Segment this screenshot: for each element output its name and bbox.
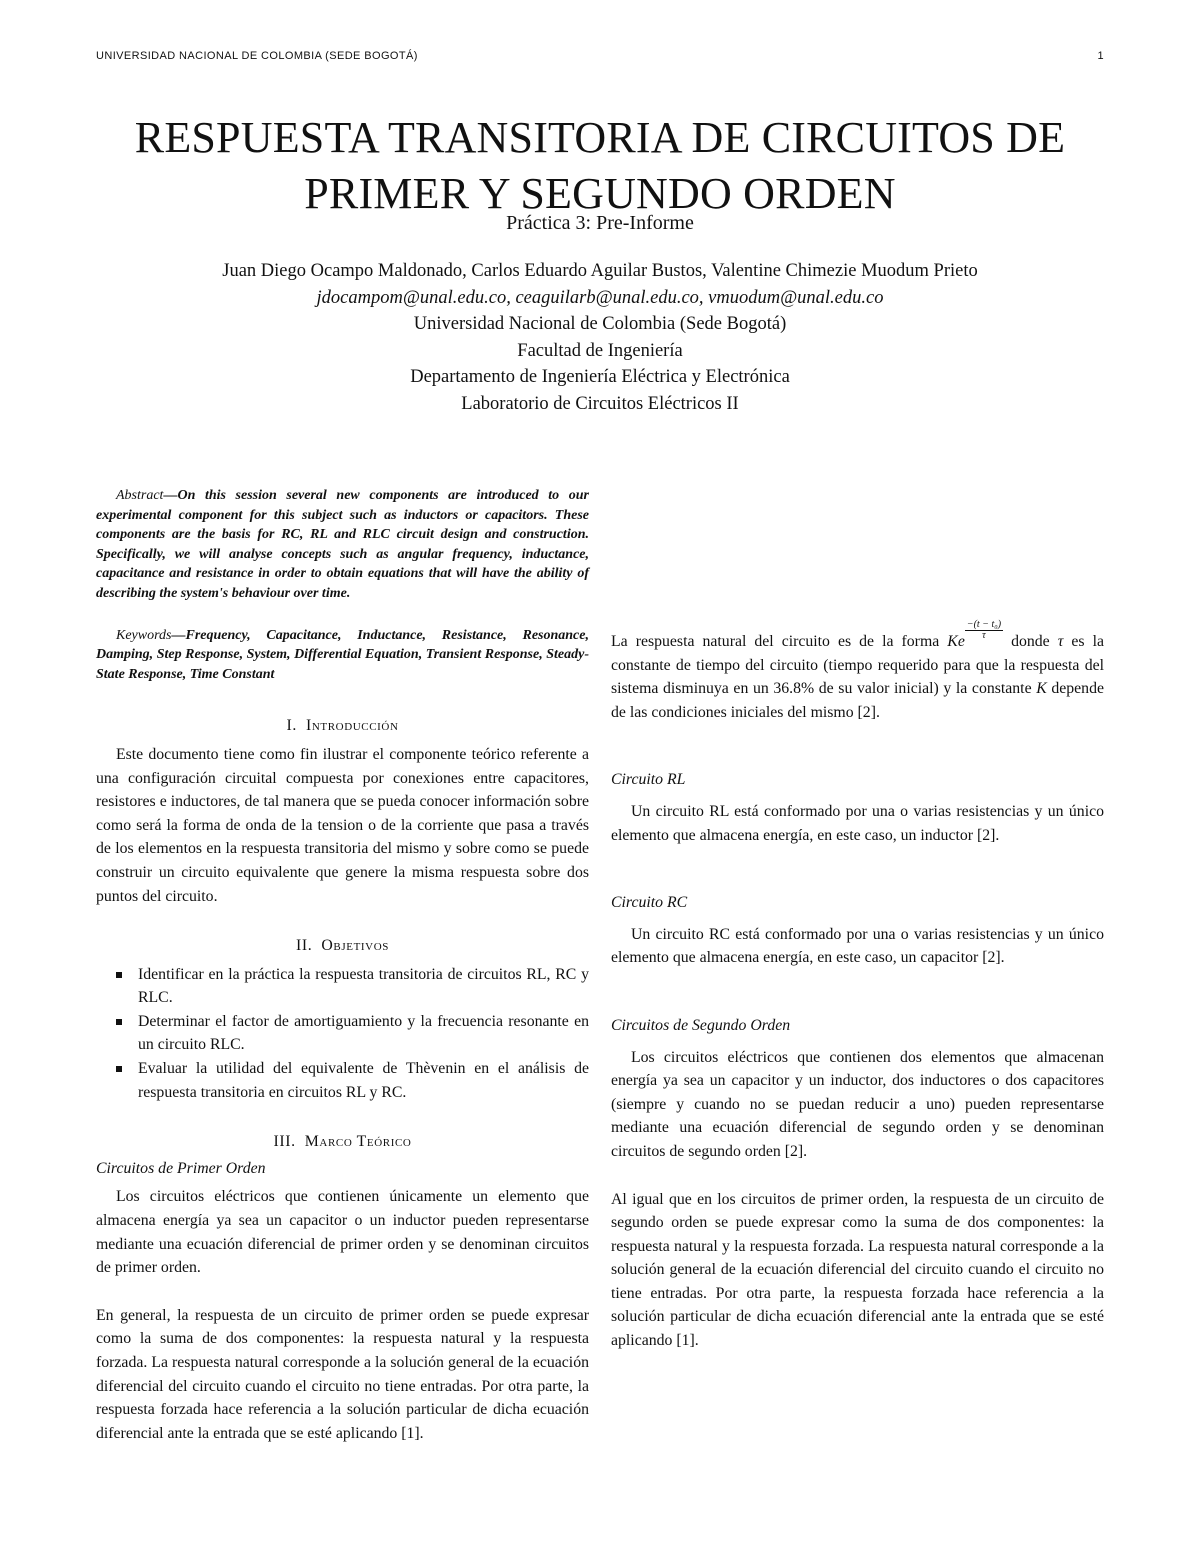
affiliation-department: Departamento de Ingeniería Eléctrica y Electrónica [410,367,790,388]
text-run: La respuesta natural del circuito es de la forma [611,633,948,650]
affiliation-lab: Laboratorio de Circuitos Eléctricos II [461,393,739,414]
affiliation-university: Universidad Nacional de Colombia (Sede Bogotá) [413,314,787,335]
section-title: Introducción [306,717,399,735]
math-tau: τ [1057,633,1064,650]
subsection-heading-rl: Circuito RL [611,771,686,789]
paper-subtitle: Práctica 3: Pre-Informe [506,212,694,234]
exponent-fraction [965,620,1003,641]
page-number: 1 [1097,50,1104,62]
math-k: K [1036,680,1047,698]
section-heading-objectives [96,934,589,958]
section-title: Marco Teórico [304,1133,412,1151]
second-order-paragraph-1: Los circuitos eléctricos que contienen dos elementos que almacenan energía ya sea un capacitor y un inductor, dos inductores o dos capacitores (siempre y cuando no se puedan reducir a uno) pueden representarse mediante una ecuación diferencial de segundo orden y se denominan circuitos de segundo orden [2]. [611,1048,1104,1160]
abstract [96,486,589,604]
intro-paragraph: Este documento tiene como fin ilustrar el componente teórico referente a una configuración circuital compuesta por conexiones entre capacitores, resistores e inductores, de tal manera que se pueda conocer información sobre como será la forma de onda de la tension o de la corriente que pasa a través de los elementos en la respuesta transitoria del mismo y sobre como se puede construir un circuito equivalente que genere la misma respuesta sobre dos puntos del circuito. [96,745,589,905]
exponent-numerator: −(t − t₀) [966,619,1002,630]
text-run: depende de las condiciones iniciales del mismo [2]. [611,680,1104,721]
paper-title: RESPUESTA TRANSITORIA DE CIRCUITOS DE PRIMER Y SEGUNDO ORDEN [134,113,1066,218]
objective-item: Evaluar la utilidad del equivalente de Thèvenin en el análisis de respuesta transitoria en circuitos RL y RC. [96,1057,589,1104]
text-run: donde [1003,633,1058,650]
running-header [96,50,1104,62]
section-heading-theory [96,1130,589,1154]
text-run: es la constante de tiempo del circuito (tiempo requerido para que la respuesta del sistema disminuya en un 36.8% de su valor inicial) y la constante [611,633,1104,698]
first-order-paragraph-1: Los circuitos eléctricos que contienen únicamente un elemento que almacena energía ya sea un capacitor o un inductor pueden representarse mediante una ecuación diferencial de primer orden y se denominan circuitos de primer orden. [96,1188,589,1277]
abstract-label: Abstract [116,488,164,503]
exponent-denominator: τ [982,630,986,641]
section-number: II. [296,937,313,955]
subsection-heading-rc: Circuito RC [611,894,688,912]
keywords-label: Keywords [116,627,172,643]
objectives-list [96,963,589,1105]
author-names: Juan Diego Ocampo Maldonado, Carlos Eduardo Aguilar Bustos, Valentine Chimezie Muodum Prieto [222,261,978,281]
section-number: III. [273,1133,296,1151]
second-order-paragraph-2: Al igual que en los circuitos de primer orden, la respuesta de un circuito de segundo orden se puede expresar como la suma de dos componentes: la respuesta natural y la respuesta forzada. La respuesta natural corresponde a la solución general de la ecuación diferencial del circuito cuando el circuito no tiene entradas. Por otra parte, la respuesta forzada hace referencia a la solución particular de dicha ecuación diferencial ante la entrada que se esté aplicando [1]. [611,1190,1104,1350]
keywords [96,626,589,685]
section-number: I. [286,717,297,735]
right-column [611,620,1104,1353]
left-column [96,486,589,1445]
natural-response-paragraph [611,620,1104,724]
abstract-text: —On this session several new components are introduced to our experimental component for this subject such as inductors or capacitors. These components are the basis for RC, RL and RLC circuit design and construction. Specifically, we will analyse concepts such as angular frequency, inductance, capacitance and resistance in order to obtain equations that will have the ability of describing the system's behaviour over time. [96,488,589,601]
math-k-e: Ke [947,633,965,650]
author-block [0,258,1200,418]
section-title: Objetivos [321,937,389,955]
objective-item: Determinar el factor de amortiguamiento y la frecuencia resonante en un circuito RLC. [96,1010,589,1057]
section-heading-intro [96,714,589,738]
subsection-heading-first-order: Circuitos de Primer Orden [96,1159,266,1177]
rl-paragraph: Un circuito RL está conformado por una o varias resistencias y un único elemento que almacena energía, en este caso, un inductor [2]. [611,802,1104,844]
first-order-paragraph-2: En general, la respuesta de un circuito de primer orden se puede expresar como la suma de dos componentes: la respuesta natural y la respuesta forzada. La respuesta natural corresponde a la solución general de la ecuación diferencial del circuito cuando el circuito no tiene entradas. Por otra parte, la respuesta forzada hace referencia a la solución particular de dicha ecuación diferencial ante la entrada que se esté aplicando [1]. [96,1306,589,1442]
subsection-heading-second-order: Circuitos de Segundo Orden [611,1016,791,1034]
affiliation-faculty: Facultad de Ingeniería [517,340,683,361]
running-title: UNIVERSIDAD NACIONAL DE COLOMBIA (SEDE BOGOTÁ) [96,50,418,62]
objective-item: Identificar en la práctica la respuesta transitoria de circuitos RL, RC y RLC. [96,963,589,1010]
keywords-text: —Frequency, Capacitance, Inductance, Resistance, Resonance, Damping, Step Response, System, Differential Equation, Transient Response, Steady-State Response, Time Constant [96,627,589,682]
rc-paragraph: Un circuito RC está conformado por una o varias resistencias y un único elemento que almacena energía, en este caso, un capacitor [2]. [611,925,1104,967]
author-emails: jdocampom@unal.edu.co, ceaguilarb@unal.edu.co, vmuodum@unal.edu.co [316,287,884,308]
